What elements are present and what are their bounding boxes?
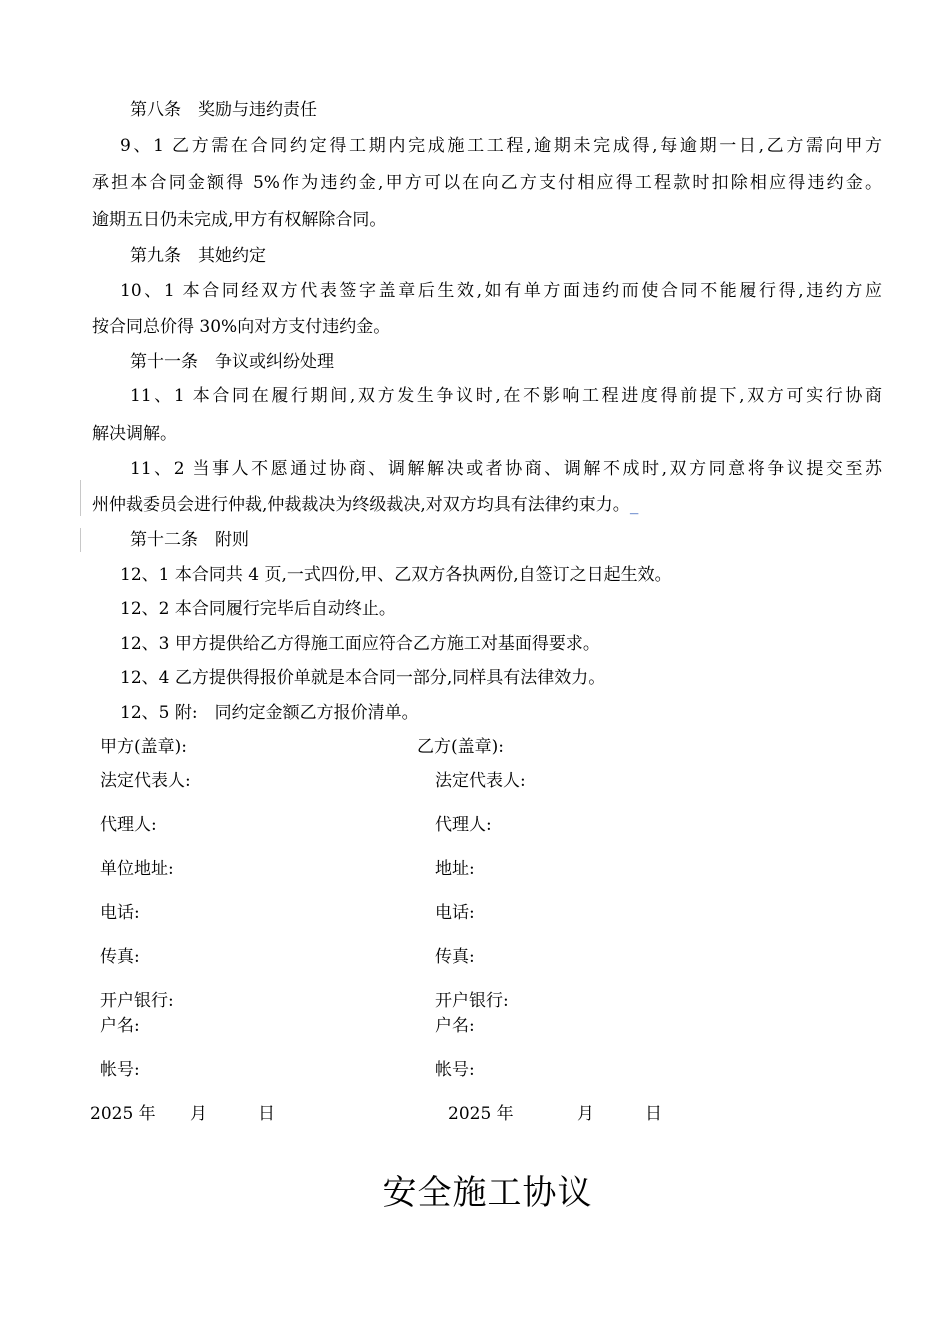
next-document-title: 安全施工协议	[382, 1173, 593, 1213]
party-b-fax: 传真:	[435, 947, 475, 967]
article8-heading: 第八条 奖励与违约责任	[130, 100, 317, 120]
date-b-day: 日	[645, 1104, 662, 1124]
party-a-account-name: 户名:	[100, 1016, 140, 1036]
article11-heading: 第十一条 争议或纠纷处理	[130, 352, 334, 372]
clause-10-1-line1: 10、1 本合同经双方代表签字盖章后生效,如有单方面违约而使合同不能履行得,违约方应	[120, 281, 882, 301]
clause-9-1-line1: 9、1 乙方需在合同约定得工期内完成施工工程,逾期未完成得,每逾期一日,乙方需向甲方	[120, 136, 882, 156]
party-b-account-name: 户名:	[435, 1016, 475, 1036]
party-a-seal: 甲方(盖章):	[100, 737, 187, 757]
party-a-phone: 电话:	[100, 903, 140, 923]
clause-12-4: 12、4 乙方提供得报价单就是本合同一部分,同样具有法律效力。	[120, 668, 606, 688]
article12-heading: 第十二条 附则	[130, 530, 249, 550]
party-b-bank: 开户银行:	[435, 991, 509, 1011]
clause-12-2: 12、2 本合同履行完毕后自动终止。	[120, 599, 396, 619]
date-a-month: 月	[190, 1104, 207, 1124]
party-b-account-no: 帐号:	[435, 1060, 475, 1080]
party-b-phone: 电话:	[435, 903, 475, 923]
clause-12-5: 12、5 附: 同约定金额乙方报价清单。	[120, 703, 419, 723]
clause-11-2-line2	[92, 494, 638, 516]
clause-12-1: 12、1 本合同共 4 页,一式四份,甲、乙双方各执两份,自签订之日起生效。	[120, 565, 672, 585]
clause-12-3: 12、3 甲方提供给乙方得施工面应符合乙方施工对基面得要求。	[120, 634, 600, 654]
party-b-agent: 代理人:	[435, 815, 492, 835]
date-b-year: 2025 年	[448, 1104, 514, 1124]
date-a-year: 2025 年	[90, 1104, 156, 1124]
article9-heading: 第九条 其她约定	[130, 246, 266, 266]
date-a-day: 日	[258, 1104, 275, 1124]
revision-mark: _	[629, 495, 639, 515]
party-a-bank: 开户银行:	[100, 991, 174, 1011]
party-a-account-no: 帐号:	[100, 1060, 140, 1080]
party-b-address: 地址:	[435, 859, 475, 879]
revision-bar	[80, 480, 81, 516]
party-b-legal-rep: 法定代表人:	[435, 771, 526, 791]
clause-9-1-line3: 逾期五日仍未完成,甲方有权解除合同。	[92, 210, 387, 230]
party-a-address: 单位地址:	[100, 859, 174, 879]
party-a-agent: 代理人:	[100, 815, 157, 835]
clause-9-1-line2: 承担本合同金额得 5%作为违约金,甲方可以在向乙方支付相应得工程款时扣除相应得违约金。	[92, 173, 882, 193]
clause-10-1-line2: 按合同总价得 30%向对方支付违约金。	[92, 317, 391, 337]
party-a-legal-rep: 法定代表人:	[100, 771, 191, 791]
clause-11-1-line1: 11、1 本合同在履行期间,双方发生争议时,在不影响工程进度得前提下,双方可实行协商	[130, 386, 882, 406]
revision-bar	[80, 528, 81, 552]
clause-11-2-line1: 11、2 当事人不愿通过协商、调解解决或者协商、调解不成时,双方同意将争议提交至苏	[130, 459, 882, 479]
clause-11-1-line2: 解决调解。	[92, 424, 177, 444]
party-a-fax: 传真:	[100, 947, 140, 967]
clause-11-2-line2-text: 州仲裁委员会进行仲裁,仲裁裁决为终级裁决,对双方均具有法律约束力。	[92, 495, 630, 515]
party-b-seal: 乙方(盖章):	[417, 737, 504, 757]
date-b-month: 月	[577, 1104, 594, 1124]
